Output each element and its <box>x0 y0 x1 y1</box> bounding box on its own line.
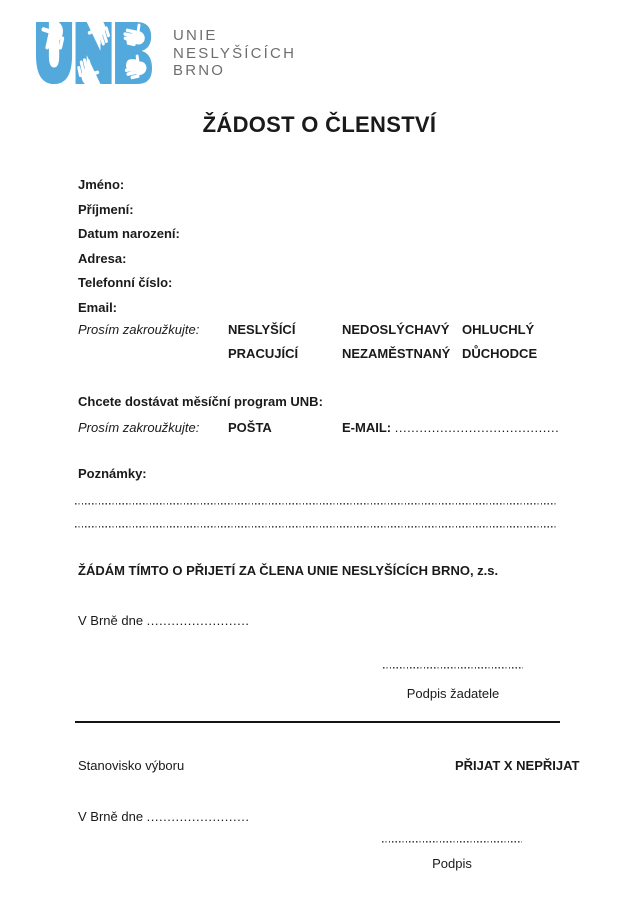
email-label: E-MAIL: <box>342 420 392 435</box>
field-label-prijmeni: Příjmení: <box>78 201 134 217</box>
notes-line-2 <box>75 526 557 528</box>
applicant-signature-line <box>383 667 523 669</box>
program-question: Chcete dostávat měsíční program UNB: <box>78 394 323 409</box>
org-name <box>173 27 296 80</box>
decision-text: PŘIJAT X NEPŘIJAT <box>455 758 580 773</box>
option-nezamestnany: NEZAMĚSTNANÝ <box>342 346 451 361</box>
option-duchodce: DŮCHODCE <box>462 346 538 361</box>
circle-prompt-status: Prosím zakroužkujte: <box>78 322 200 337</box>
field-label-email: Email: <box>78 299 118 315</box>
field-label-adresa: Adresa: <box>78 250 127 266</box>
date-line-applicant <box>78 613 249 628</box>
notes-line-1 <box>75 503 557 505</box>
org-name-line-3: BRNO <box>173 62 226 79</box>
option-pracujici: PRACUJÍCÍ <box>228 346 299 361</box>
date-label-committee: V Brně dne <box>78 809 144 824</box>
field-label-telefonni-cislo: Telefonní číslo: <box>78 275 173 290</box>
date-label-applicant: V Brně dne <box>78 613 144 628</box>
date-dots-committee: ......................... <box>146 809 250 824</box>
date-line-committee <box>78 809 249 824</box>
option-ohluchly: OHLUCHLÝ <box>462 322 535 337</box>
section-divider <box>75 721 560 723</box>
applicant-signature-label: Podpis žadatele <box>406 686 500 701</box>
field-label-jmeno: Jméno: <box>78 177 125 192</box>
notes-label: Poznámky: <box>78 466 147 481</box>
option-posta: POŠTA <box>228 420 272 435</box>
committee-signature-label: Podpis <box>432 856 472 871</box>
circle-prompt-program: Prosím zakroužkujte: <box>78 420 200 435</box>
page-title: ŽÁDOST O ČLENSTVÍ <box>202 112 437 137</box>
committee-signature-line <box>382 841 522 843</box>
email-option <box>342 420 559 435</box>
option-neslysici: NESLYŠÍCÍ <box>228 322 296 337</box>
committee-label: Stanovisko výboru <box>78 758 185 773</box>
unb-logo-mark <box>36 22 152 84</box>
field-label-datum-narozeni: Datum narození: <box>78 226 180 241</box>
declaration-text: ŽÁDÁM TÍMTO O PŘIJETÍ ZA ČLENA UNIE NESLYŠÍCÍCH BRNO, z.s. <box>78 563 499 578</box>
email-dotted-line: ........................................ <box>394 420 560 435</box>
org-name-line-1: UNIE <box>173 27 218 44</box>
date-dots-applicant: ......................... <box>146 613 250 628</box>
org-name-line-2: NESLYŠÍCÍCH <box>173 44 297 62</box>
personal-fields <box>78 176 180 323</box>
option-nedoslychavy: NEDOSLÝCHAVÝ <box>342 322 450 337</box>
